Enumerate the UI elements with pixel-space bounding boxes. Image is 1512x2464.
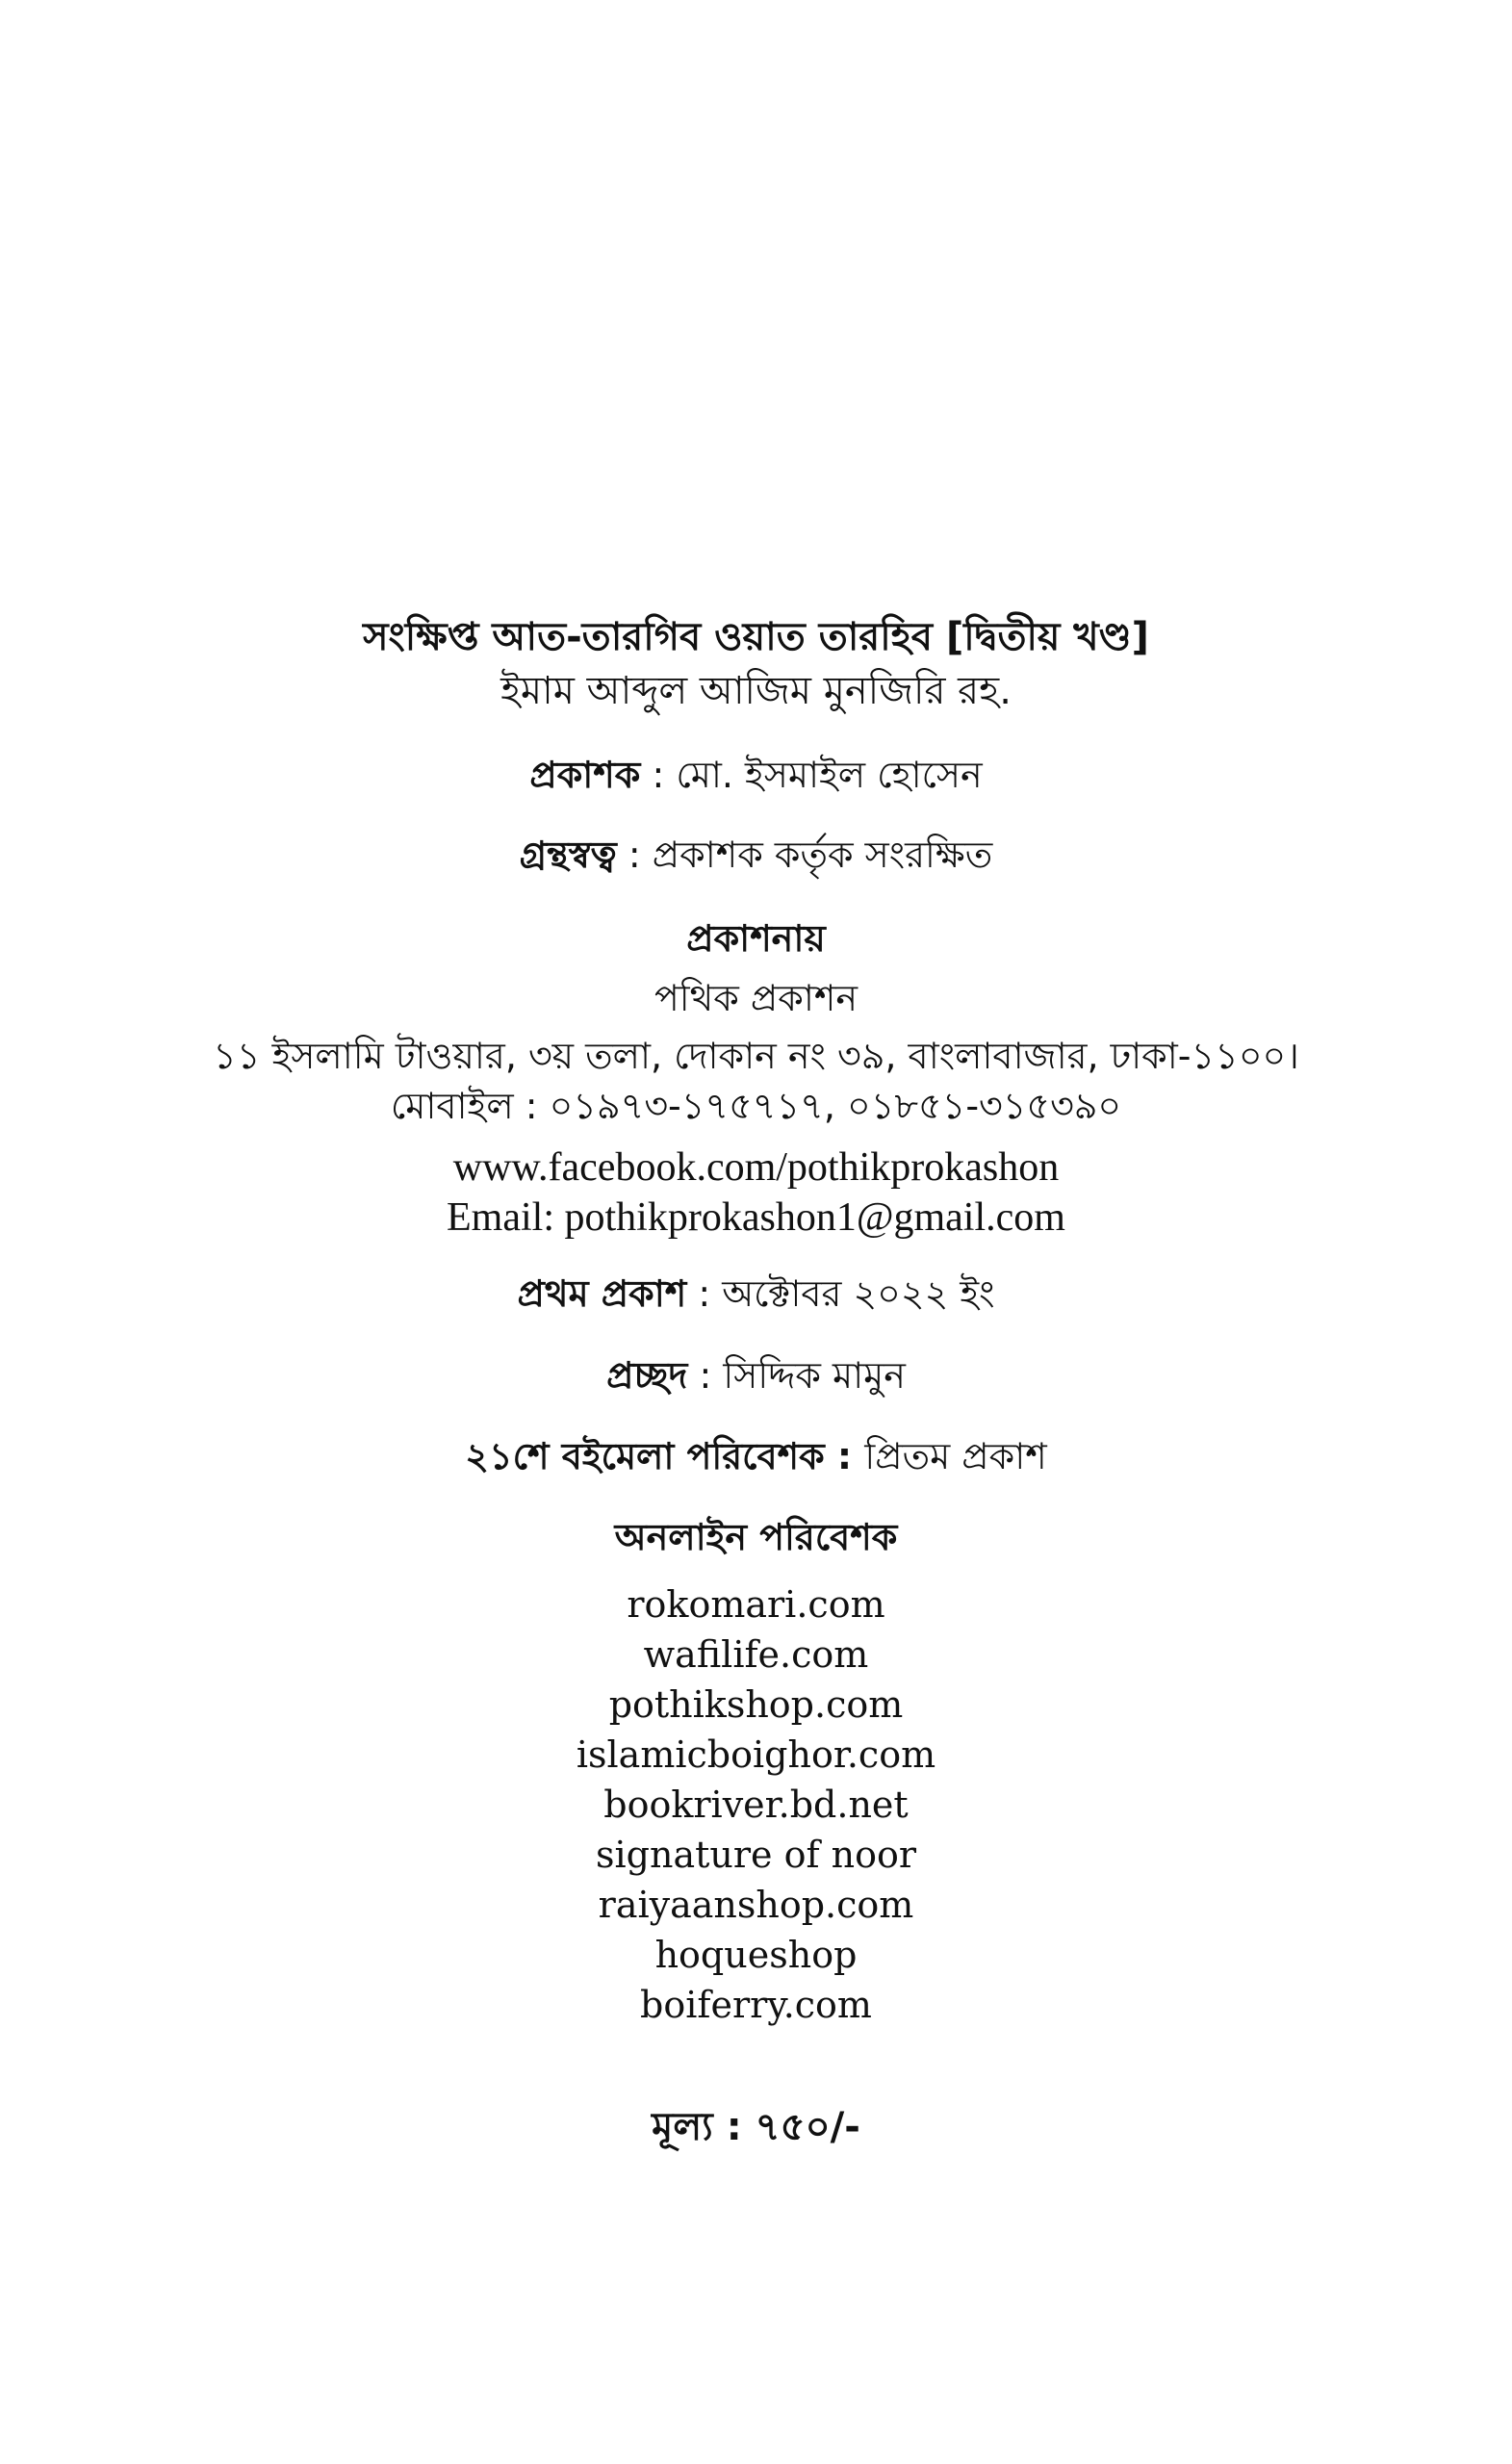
first-edition-value: অক্টোবর ২০২২ ইং <box>722 1272 995 1315</box>
online-distributor-item: rokomari.com <box>627 1583 885 1626</box>
publisher-mobile: মোবাইল : ০১৯৭৩-১৭৫৭১৭, ০১৮৫১-৩১৫৩৯০ <box>390 1085 1122 1127</box>
publication-heading: প্রকাশনায় <box>686 917 826 960</box>
cover-line <box>0 1354 1512 1397</box>
book-author: ইমাম আব্দুল আজিম মুনজিরি রহ. <box>500 669 1012 713</box>
online-distributors-heading: অনলাইন পরিবেশক <box>614 1516 898 1558</box>
cover-value: সিদ্দিক মামুন <box>723 1354 906 1397</box>
online-distributor-item: islamicboighor.com <box>576 1733 936 1776</box>
fair-distributor-separator: : <box>824 1435 865 1477</box>
email-link[interactable]: Email: pothikprokashon1@gmail.com <box>447 1195 1065 1240</box>
publisher-value: মো. ইসমাইল হোসেন <box>676 754 983 796</box>
online-distributor-item: signature of noor <box>595 1834 916 1876</box>
copyright-line <box>0 834 1512 876</box>
price-separator: : <box>712 2105 756 2149</box>
price-label: মূল্য <box>652 2105 713 2149</box>
online-distributor-item: boiferry.com <box>640 1984 872 2026</box>
book-title: সংক্ষিপ্ত আত-তারগিব ওয়াত তারহিব [দ্বিতীয় খণ্ড] <box>363 615 1149 659</box>
facebook-link[interactable]: www.facebook.com/pothikprokashon <box>452 1145 1060 1190</box>
first-edition-label: প্রথম প্রকাশ <box>517 1272 687 1315</box>
copyright-separator: : <box>616 834 653 876</box>
online-distributor-item: hoqueshop <box>654 1934 858 1976</box>
first-edition-separator: : <box>686 1272 723 1315</box>
first-edition-line <box>0 1272 1512 1315</box>
price-line <box>0 2105 1512 2149</box>
online-distributor-item: pothikshop.com <box>608 1683 904 1726</box>
publisher-house-name: পথিক প্রকাশন <box>653 977 859 1019</box>
publisher-address: ১১ ইসলামি টাওয়ার, ৩য় তলা, দোকান নং ৩৯, বাংলাবাজার, ঢাকা-১১০০। <box>213 1035 1299 1077</box>
publisher-separator: : <box>640 754 677 796</box>
cover-separator: : <box>687 1354 724 1397</box>
fair-distributor-value: প্রিতম প্রকাশ <box>864 1435 1047 1477</box>
online-distributor-item: wafilife.com <box>643 1633 869 1676</box>
cover-label: প্রচ্ছদ <box>606 1354 688 1397</box>
online-distributor-item: bookriver.bd.net <box>603 1784 909 1826</box>
publisher-line <box>0 754 1512 796</box>
copyright-value: প্রকাশক কর্তৃক সংরক্ষিত <box>652 834 993 876</box>
fair-distributor-line <box>0 1435 1512 1477</box>
fair-distributor-label: ২১শে বইমেলা পরিবেশক <box>465 1435 825 1477</box>
publisher-label: প্রকাশক <box>529 754 641 796</box>
copyright-label: গ্রন্থস্বত্ব <box>519 834 617 876</box>
online-distributor-item: raiyaanshop.com <box>598 1884 914 1926</box>
price-value: ৭৫০/- <box>755 2105 860 2149</box>
